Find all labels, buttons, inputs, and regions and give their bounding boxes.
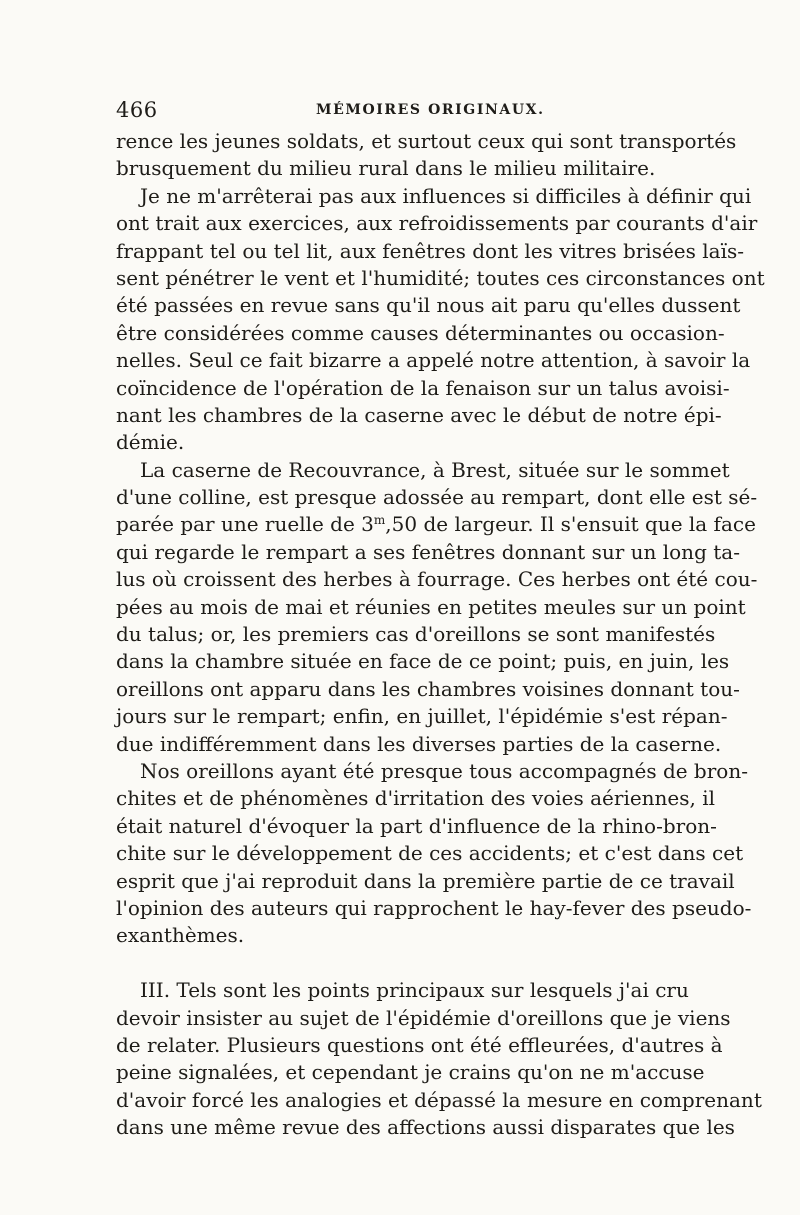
text-line: devoir insister au sujet de l'épidémie d'oreillons que je viens (116, 1005, 731, 1030)
text-line: esprit que j'ai reproduit dans la première partie de ce travail (116, 868, 735, 893)
text-line: être considérées comme causes déterminantes ou occasion- (116, 320, 725, 345)
text-line: nant les chambres de la caserne avec le début de notre épi- (116, 402, 722, 427)
text-line: été passées en revue sans qu'il nous ait paru qu'elles dussent (116, 293, 741, 318)
text-line: lus où croissent des herbes à fourrage. Ces herbes ont été cou- (116, 567, 758, 592)
text-line: qui regarde le rempart a ses fenêtres donnant sur un long ta- (116, 539, 740, 564)
page-number: 466 (116, 98, 158, 122)
text-line: nelles. Seul ce fait bizarre a appelé notre attention, à savoir la (116, 348, 751, 373)
text-line: pées au mois de mai et réunies en petites meules sur un point (116, 594, 746, 619)
text-line: III. Tels sont les points principaux sur lesquels j'ai cru (140, 978, 689, 1003)
text-line: brusquement du milieu rural dans le milieu militaire. (116, 156, 656, 181)
text-line: démie. (116, 430, 185, 455)
text-line: sent pénétrer le vent et l'humidité; toutes ces circonstances ont (116, 265, 765, 290)
text-line: rence les jeunes soldats, et surtout ceux qui sont transportés (116, 129, 737, 153)
text-line: d'une colline, est presque adossée au rempart, dont elle est sé- (116, 485, 758, 510)
page-header (116, 98, 684, 126)
text-line: l'opinion des auteurs qui rapprochent le hay-fever des pseudo- (116, 895, 752, 920)
running-head: MÉMOIRES ORIGINAUX. (316, 102, 545, 118)
text-line: peine signalées, et cependant je crains qu'on ne m'accuse (116, 1060, 705, 1085)
text-segment: ,50 de largeur. Il s'ensuit que la face (385, 512, 756, 537)
text-line: oreillons ont apparu dans les chambres voisines donnant tou- (116, 676, 740, 701)
text-line: jours sur le rempart; enfin, en juillet, l'épidémie s'est répan- (116, 704, 728, 729)
text-line: d'avoir forcé les analogies et dépassé la mesure en comprenant (116, 1087, 762, 1112)
text-line: dans la chambre située en face de ce point; puis, en juin, les (116, 649, 730, 674)
text-line: due indifféremment dans les diverses parties de la caserne. (116, 731, 722, 756)
text-line: était naturel d'évoquer la part d'influence de la rhino-bron- (116, 813, 717, 838)
text-line: ont trait aux exercices, aux refroidissements par courants d'air (116, 211, 758, 236)
text-line: frappant tel ou tel lit, aux fenêtres dont les vitres brisées laïs- (116, 238, 744, 263)
superscript: m (373, 513, 386, 528)
text-line: de relater. Plusieurs questions ont été effleurées, d'autres à (116, 1032, 723, 1057)
text-line: Nos oreillons ayant été presque tous accompagnés de bron- (140, 758, 748, 783)
body-text (116, 128, 765, 1141)
text-segment: parée par une ruelle de 3 (116, 512, 374, 537)
text-line: dans une même revue des affections aussi disparates que les (116, 1115, 735, 1140)
text-line: du talus; or, les premiers cas d'oreillons se sont manifestés (116, 622, 716, 647)
text-line: chites et de phénomènes d'irritation des voies aériennes, il (116, 786, 716, 811)
text-line (116, 511, 756, 538)
text-line: La caserne de Recouvrance, à Brest, située sur le sommet (140, 457, 730, 482)
text-line: Je ne m'arrêterai pas aux influences si difficiles à définir qui (140, 183, 752, 208)
section-gap (116, 950, 684, 977)
text-line: coïncidence de l'opération de la fenaison sur un talus avoisi- (116, 375, 730, 400)
text-line: chite sur le développement de ces accidents; et c'est dans cet (116, 841, 744, 866)
text-line: exanthèmes. (116, 923, 245, 948)
